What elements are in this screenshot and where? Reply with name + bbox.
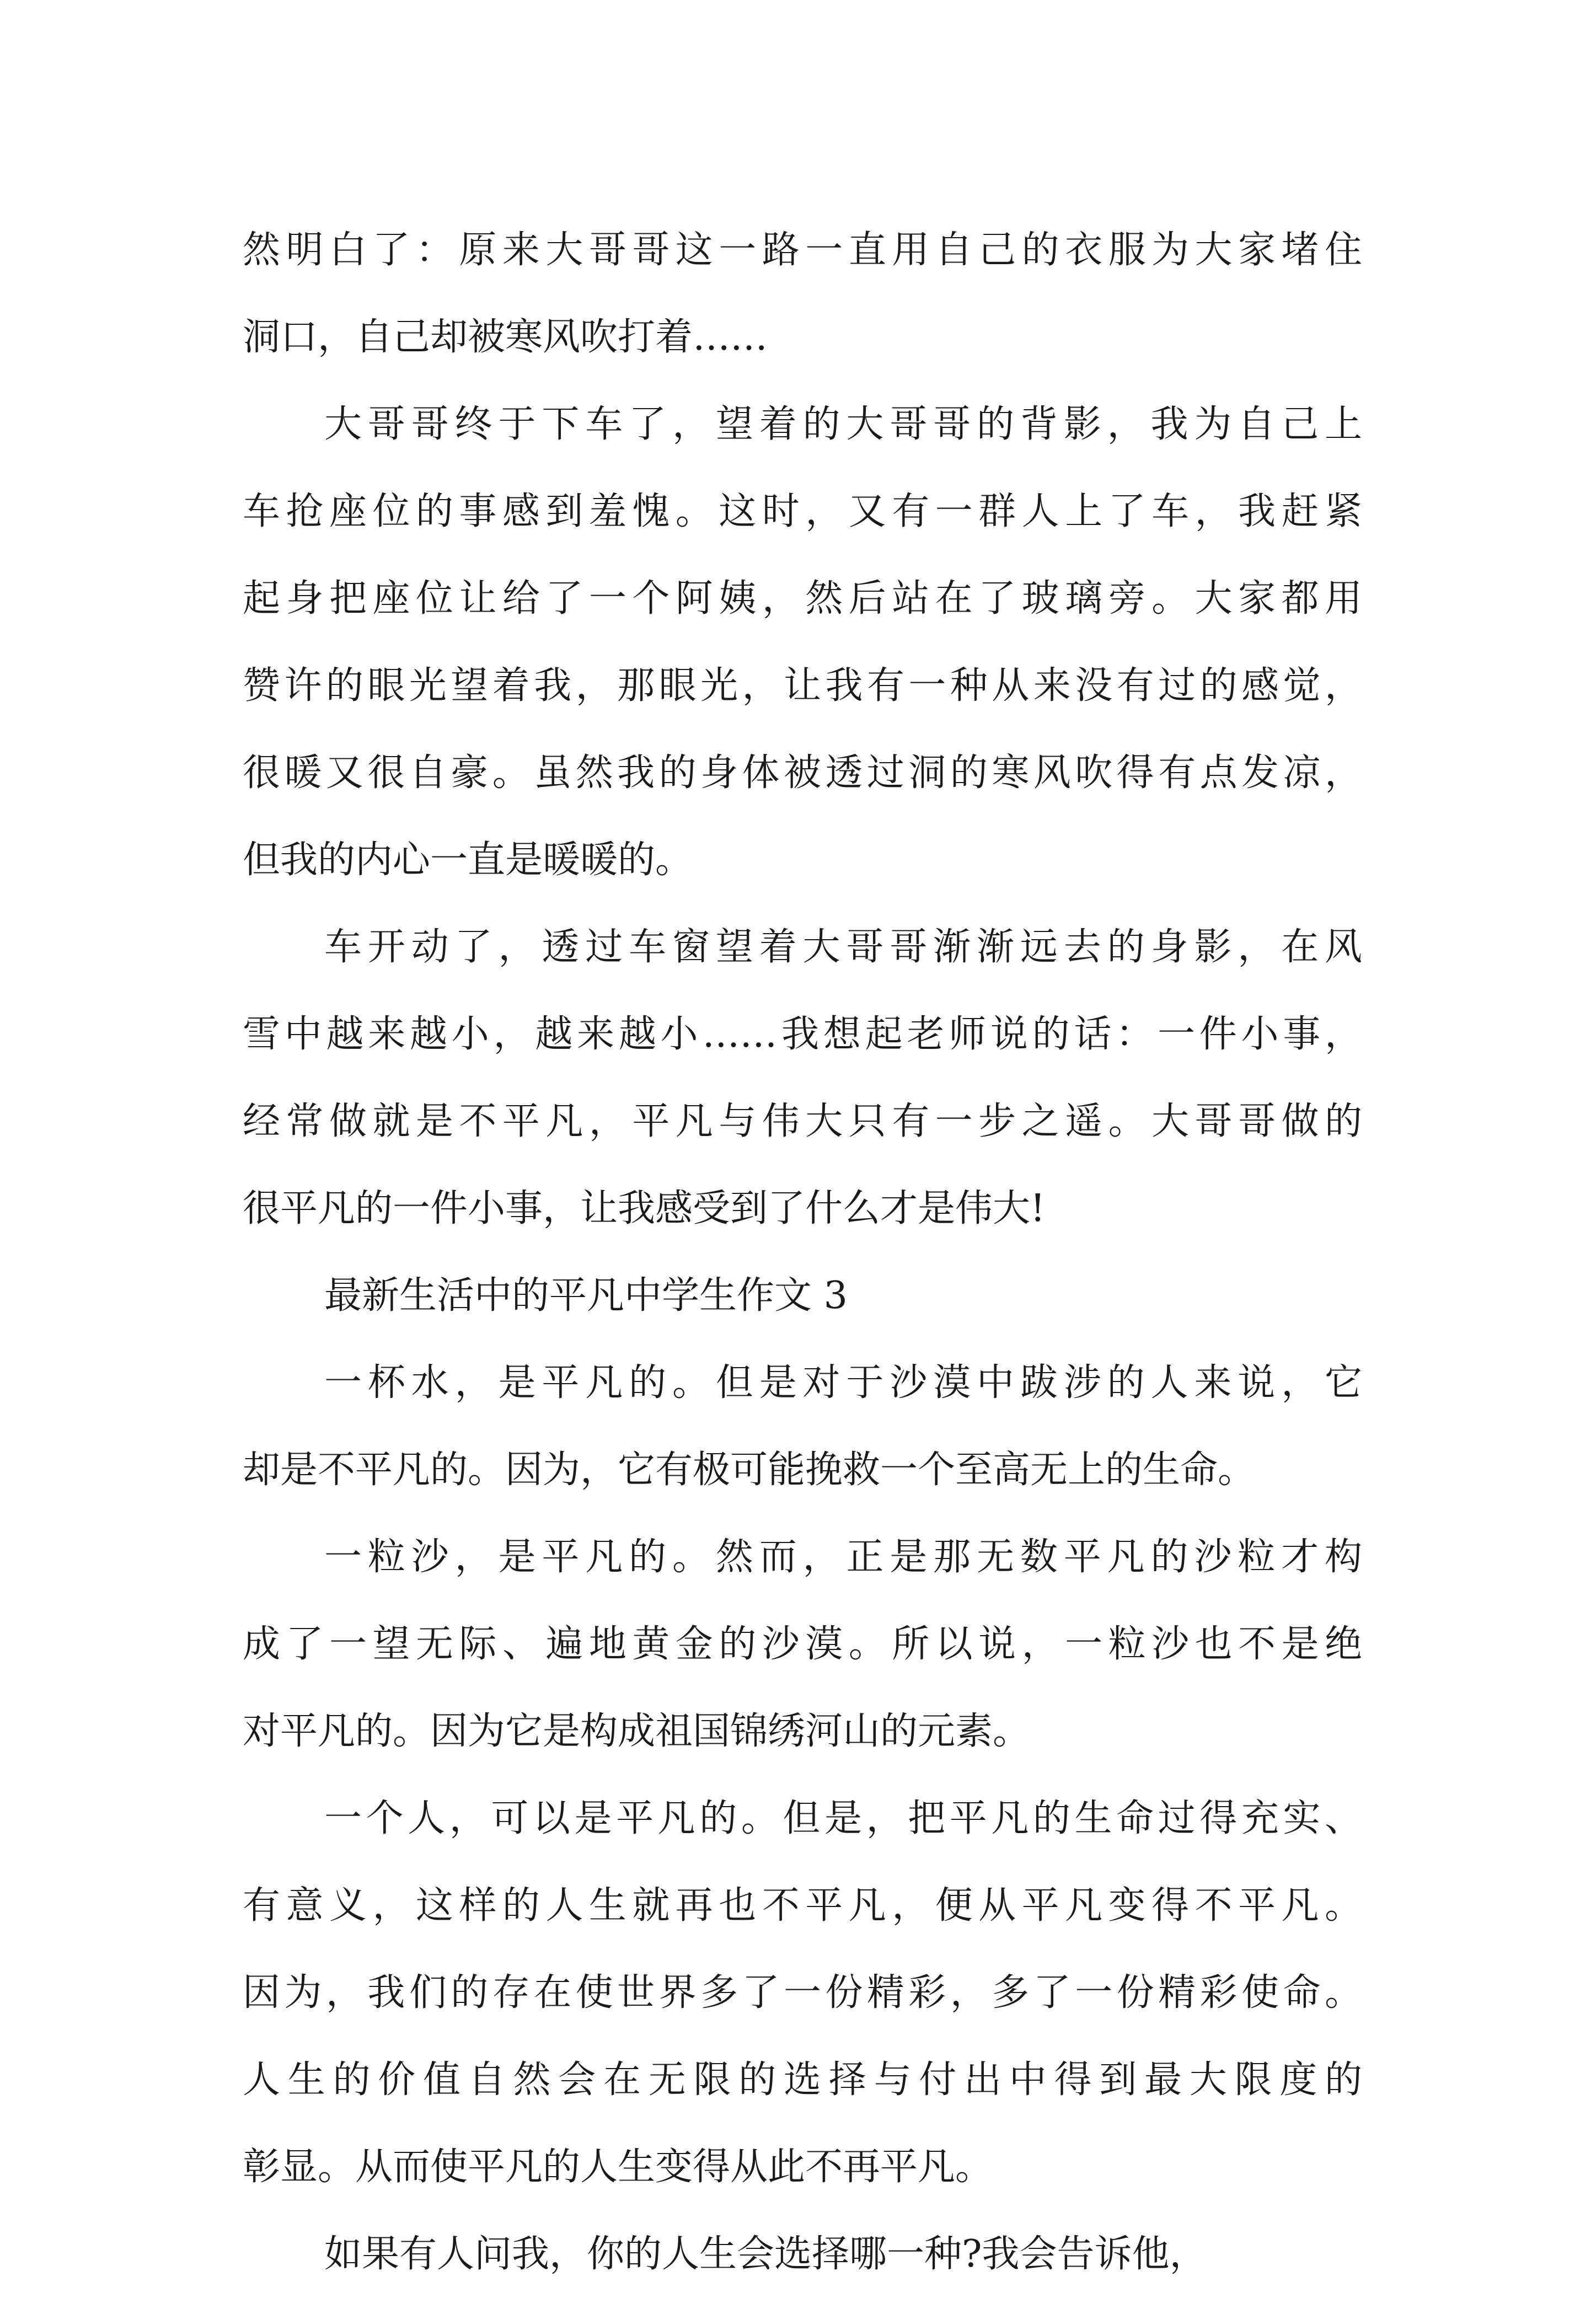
document-body <box>243 207 1362 2298</box>
text-line-3: 大哥哥终于下车了，望着的大哥哥的背影，我为自己上 <box>324 403 1362 446</box>
text-line-9: 车开动了，透过车窗望着大哥哥渐渐远去的身影，在风 <box>324 925 1362 969</box>
text-line-12: 很平凡的一件小事，让我感受到了什么才是伟大! <box>243 1187 1046 1230</box>
section-heading: 最新生活中的平凡中学生作文 3 <box>324 1274 848 1317</box>
text-line-10: 雪中越来越小，越来越小……我想起老师说的话：一件小事， <box>243 1013 1362 1056</box>
text-line-20: 有意义，这样的人生就再也不平凡，便从平凡变得不平凡。 <box>243 1884 1362 1927</box>
text-line-8: 但我的内心一直是暖暖的。 <box>243 838 693 882</box>
text-line-4: 车抢座位的事感到羞愧。这时，又有一群人上了车，我赶紧 <box>243 490 1362 533</box>
text-line-19: 一个人，可以是平凡的。但是，把平凡的生命过得充实、 <box>324 1797 1362 1840</box>
text-line-15: 却是不平凡的。因为，它有极可能挽救一个至高无上的生命。 <box>243 1448 1256 1492</box>
text-line-18: 对平凡的。因为它是构成祖国锦绣河山的元素。 <box>243 1710 1031 1753</box>
text-line-16: 一粒沙，是平凡的。然而，正是那无数平凡的沙粒才构 <box>324 1535 1362 1579</box>
text-line-14: 一杯水，是平凡的。但是对于沙漠中跋涉的人来说，它 <box>324 1361 1362 1405</box>
text-line-1: 然明白了：原来大哥哥这一路一直用自己的衣服为大家堵住 <box>243 228 1362 272</box>
text-line-21: 因为，我们的存在使世界多了一份精彩，多了一份精彩使命。 <box>243 1971 1362 2015</box>
text-line-24: 如果有人问我，你的人生会选择哪一种?我会告诉他， <box>324 2232 1207 2276</box>
text-line-17: 成了一望无际、遍地黄金的沙漠。所以说，一粒沙也不是绝 <box>243 1622 1362 1666</box>
text-line-23: 彰显。从而使平凡的人生变得从此不再平凡。 <box>243 2145 993 2189</box>
text-line-22: 人生的价值自然会在无限的选择与付出中得到最大限度的 <box>243 2058 1362 2102</box>
text-line-2: 洞口，自己却被寒风吹打着…… <box>243 315 768 359</box>
text-line-7: 很暖又很自豪。虽然我的身体被透过洞的寒风吹得有点发凉， <box>243 751 1362 795</box>
text-line-6: 赞许的眼光望着我，那眼光，让我有一种从来没有过的感觉， <box>243 664 1362 708</box>
text-line-11: 经常做就是不平凡，平凡与伟大只有一步之遥。大哥哥做的 <box>243 1100 1362 1143</box>
text-line-5: 起身把座位让给了一个阿姨，然后站在了玻璃旁。大家都用 <box>243 577 1362 620</box>
